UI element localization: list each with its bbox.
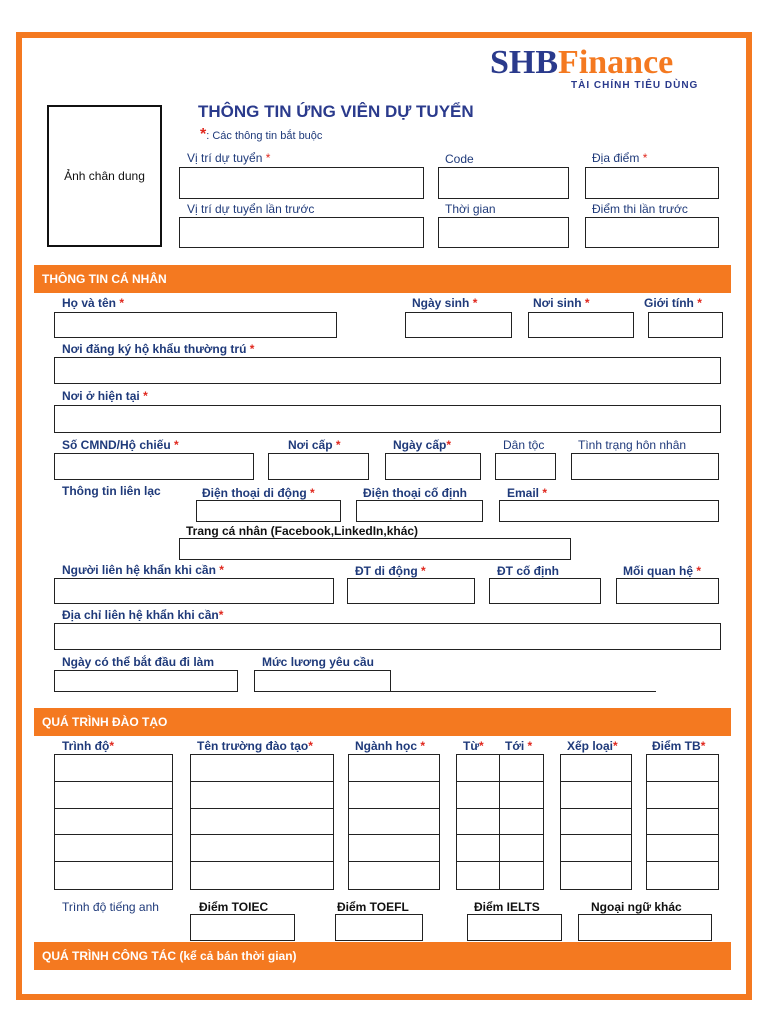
previous-position-label: Vị trí dự tuyển lần trước	[187, 202, 315, 216]
code-input[interactable]	[438, 167, 569, 199]
ethnicity-label: Dân tộc	[503, 438, 545, 452]
education-level-column[interactable]	[54, 754, 173, 890]
issue-date-label: Ngày cấp*	[393, 438, 452, 452]
dob-label: Ngày sinh *	[412, 296, 478, 310]
emergency-landline-input[interactable]	[489, 578, 601, 604]
start-date-input[interactable]	[54, 670, 238, 692]
personal-page-input[interactable]	[179, 538, 571, 560]
section-education: QUÁ TRÌNH ĐÀO TẠO	[34, 708, 731, 736]
toefl-label: Điểm TOEFL	[337, 900, 409, 914]
expected-salary-label: Mức lương yêu cầu	[262, 655, 374, 669]
required-note	[200, 126, 322, 144]
previous-location-input[interactable]	[585, 217, 719, 248]
birthplace-input[interactable]	[528, 312, 634, 338]
school-label: Tên trường đào tạo*	[197, 739, 313, 753]
toeic-label: Điểm TOIEC	[199, 900, 269, 914]
mobile-input[interactable]	[196, 500, 341, 522]
mobile-label: Điện thoại di động *	[202, 486, 315, 500]
issue-place-input[interactable]	[268, 453, 369, 480]
registered-address-input[interactable]	[54, 357, 721, 384]
ielts-label: Điểm IELTS	[474, 900, 540, 914]
location-label: Địa điểm *	[592, 151, 648, 165]
landline-input[interactable]	[356, 500, 483, 522]
from-label: Từ*	[463, 739, 484, 753]
marital-status-input[interactable]	[571, 453, 719, 480]
emergency-contact-label: Người liên hệ khẩn khi cần *	[62, 563, 224, 577]
id-number-label: Số CMND/Hộ chiếu *	[62, 438, 179, 452]
other-language-label: Ngoại ngữ khác	[591, 900, 682, 914]
id-number-input[interactable]	[54, 453, 254, 480]
issue-place-label: Nơi cấp *	[288, 438, 341, 452]
emergency-mobile-input[interactable]	[347, 578, 475, 604]
issue-date-input[interactable]	[385, 453, 481, 480]
relationship-input[interactable]	[616, 578, 719, 604]
major-label: Ngành học *	[355, 739, 426, 753]
gpa-label: Điểm TB*	[652, 739, 706, 753]
gender-label: Giới tính *	[644, 296, 702, 310]
expected-salary-input[interactable]	[254, 670, 391, 692]
english-level-label: Trình độ tiếng anh	[62, 900, 159, 914]
education-dates-column[interactable]	[456, 754, 544, 890]
brand-name-a: SHB	[490, 44, 559, 81]
code-label: Code	[445, 152, 474, 166]
emergency-address-label: Địa chỉ liên hệ khẩn khi cần*	[62, 608, 224, 622]
registered-address-label: Nơi đăng ký hộ khẩu thường trú *	[62, 342, 255, 356]
toefl-input[interactable]	[335, 914, 423, 941]
email-label: Email *	[507, 486, 548, 500]
position-label: Vị trí dự tuyển *	[187, 151, 271, 165]
toeic-input[interactable]	[190, 914, 295, 941]
emergency-mobile-label: ĐT di động *	[355, 564, 426, 578]
education-rank-column[interactable]	[560, 754, 632, 890]
personal-page-label: Trang cá nhân (Facebook,LinkedIn,khác)	[186, 524, 419, 538]
time-input[interactable]	[438, 217, 569, 248]
landline-label: Điện thoại cố định	[363, 486, 467, 500]
brand-tagline: TÀI CHÍNH TIÊU DÙNG	[571, 80, 699, 91]
rank-label: Xếp loại*	[567, 739, 618, 753]
dob-input[interactable]	[405, 312, 512, 338]
ielts-input[interactable]	[467, 914, 562, 941]
full-name-label: Họ và tên *	[62, 296, 125, 310]
previous-location-label: Điểm thi lần trước	[592, 202, 688, 216]
other-language-input[interactable]	[578, 914, 712, 941]
marital-status-label: Tình trạng hôn nhân	[578, 438, 687, 452]
ethnicity-input[interactable]	[495, 453, 556, 480]
contact-info-label: Thông tin liên lạc	[62, 484, 161, 498]
level-label: Trình độ*	[62, 739, 114, 753]
brand-name-b: Finance	[558, 44, 674, 81]
relationship-label: Mối quan hệ *	[623, 564, 702, 578]
position-input[interactable]	[179, 167, 424, 199]
current-address-input[interactable]	[54, 405, 721, 433]
birthplace-label: Nơi sinh *	[533, 296, 590, 310]
brand-logo	[490, 44, 673, 82]
education-gpa-column[interactable]	[646, 754, 719, 890]
email-input[interactable]	[499, 500, 719, 522]
emergency-contact-input[interactable]	[54, 578, 334, 604]
to-label: Tới *	[505, 739, 533, 753]
required-note-text: : Các thông tin bắt buộc	[206, 130, 323, 142]
form-title: THÔNG TIN ỨNG VIÊN DỰ TUYỂN	[198, 102, 474, 121]
gender-input[interactable]	[648, 312, 723, 338]
section-personal-info: THÔNG TIN CÁ NHÂN	[34, 265, 731, 293]
previous-position-input[interactable]	[179, 217, 424, 248]
full-name-input[interactable]	[54, 312, 337, 338]
emergency-address-input[interactable]	[54, 623, 721, 650]
portrait-photo-box[interactable]	[47, 105, 162, 247]
emergency-landline-label: ĐT cố định	[497, 564, 559, 578]
section-work-history: QUÁ TRÌNH CÔNG TÁC (kể cả bán thời gian)	[34, 942, 731, 970]
education-major-column[interactable]	[348, 754, 440, 890]
location-input[interactable]	[585, 167, 719, 199]
portrait-label: Ảnh chân dung	[64, 169, 145, 183]
salary-underline	[390, 691, 656, 692]
education-school-column[interactable]	[190, 754, 334, 890]
current-address-label: Nơi ở hiện tại *	[62, 389, 148, 403]
start-date-label: Ngày có thể bắt đầu đi làm	[62, 655, 215, 669]
time-label: Thời gian	[445, 202, 496, 216]
required-star: *	[200, 126, 207, 143]
